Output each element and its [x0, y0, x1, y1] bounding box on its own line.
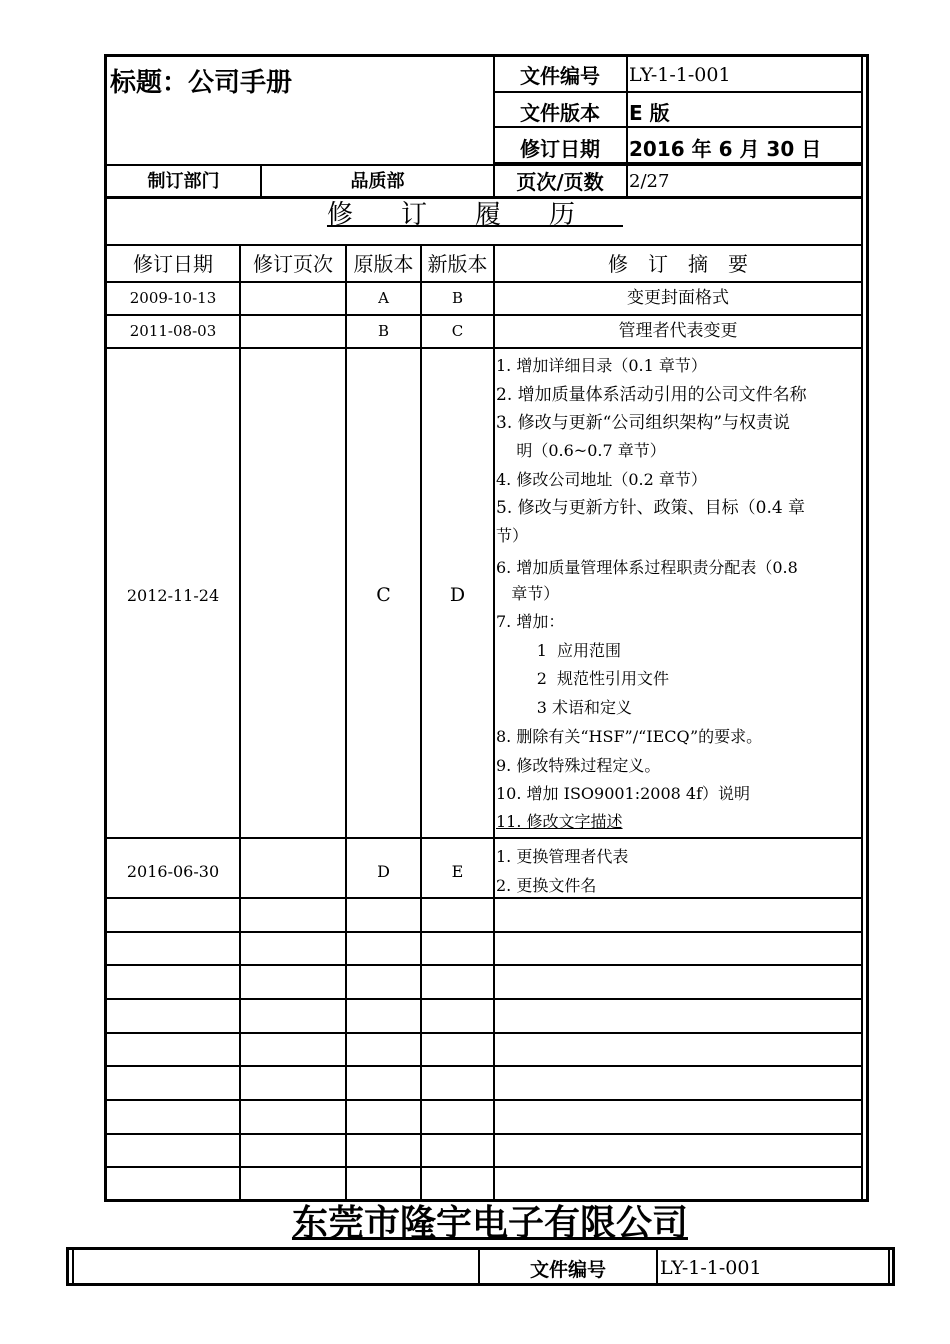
col-header-date: 修订日期 — [133, 252, 213, 276]
row-date: 2009-10-13 — [129, 289, 217, 307]
row-rule — [107, 347, 863, 349]
summary-line: 节） — [496, 526, 529, 545]
right-inner-border — [861, 57, 863, 1200]
footer-doc-no-label: 文件编号 — [529, 1259, 606, 1281]
col-header-summary: 修 订 摘 要 — [608, 252, 748, 276]
summary-line: 7. 增加： — [496, 612, 565, 631]
summary-line: 6. 增加质量管理体系过程职责分配表（0.8 — [496, 558, 798, 577]
row-new-version: C — [451, 322, 464, 340]
row-date: 2011-08-03 — [129, 322, 217, 340]
row-rule — [107, 1166, 863, 1168]
row-rule — [107, 281, 863, 283]
col-header-pages: 修订页次 — [253, 252, 333, 276]
summary-line: 4. 修改公司地址（0.2 章节） — [496, 470, 707, 489]
doc-no-label: 文件编号 — [520, 64, 600, 88]
row-rule — [107, 1065, 863, 1067]
summary-line: 2 规范性引用文件 — [496, 669, 670, 688]
row-rule — [107, 964, 863, 966]
col-divider — [493, 245, 495, 1200]
row-rule — [107, 1032, 863, 1034]
row-rule — [107, 1133, 863, 1135]
section-rule — [107, 244, 863, 246]
summary-line: 1. 更换管理者代表 — [496, 847, 629, 866]
row-new-version: D — [449, 584, 466, 606]
dept-value: 品质部 — [350, 171, 405, 192]
footer-divider — [888, 1250, 890, 1283]
header-rule — [107, 196, 863, 199]
summary-line: 明（0.6~0.7 章节） — [496, 441, 666, 460]
version-label: 文件版本 — [520, 101, 600, 125]
page-value: 2/27 — [629, 171, 670, 192]
doc-no-value: LY-1-1-001 — [629, 64, 731, 86]
col-divider — [345, 245, 347, 1200]
rev-date-value: 2016 年 6 月 30 日 — [629, 137, 822, 161]
summary-line: 9. 修改特殊过程定义。 — [496, 756, 661, 775]
row-new-version: B — [451, 289, 464, 307]
dept-label: 制订部门 — [147, 171, 220, 192]
row-rule — [107, 314, 863, 316]
summary-line: 10. 增加 ISO9001:2008 4f）说明 — [496, 784, 751, 803]
col-header-new: 新版本 — [427, 252, 488, 276]
row-date: 2016-06-30 — [126, 862, 220, 881]
row-rule — [107, 998, 863, 1000]
row-old-version: A — [378, 289, 389, 307]
footer-divider — [656, 1250, 658, 1283]
summary-line: 3 术语和定义 — [496, 698, 632, 717]
row-old-version: B — [377, 322, 390, 340]
summary-line: 3. 修改与更新“公司组织架构”与权责说 — [496, 413, 791, 433]
doc-title: 标题：公司手册 — [110, 68, 293, 98]
summary-line: 1 应用范围 — [496, 641, 622, 660]
row-rule — [107, 897, 863, 899]
page-label: 页次/页数 — [516, 170, 604, 194]
row-old-version: C — [376, 584, 391, 606]
company-name: 东莞市隆宇电子有限公司 — [291, 1203, 688, 1244]
row-date: 2012-11-24 — [126, 586, 220, 605]
footer-doc-no-value: LY-1-1-001 — [660, 1257, 762, 1279]
row-rule — [107, 837, 863, 839]
summary-line: 1. 增加详细目录（0.1 章节） — [496, 356, 707, 375]
row-rule — [107, 1099, 863, 1101]
header-rule — [493, 126, 863, 128]
col-divider — [239, 245, 241, 1200]
summary-line: 5. 修改与更新方针、政策、目标（0.4 章 — [496, 498, 806, 518]
summary-line: 2. 增加质量体系活动引用的公司文件名称 — [496, 385, 807, 405]
version-value: E 版 — [629, 101, 670, 125]
row-rule — [107, 931, 863, 933]
row-new-version: E — [451, 862, 464, 881]
row-old-version: D — [377, 862, 390, 881]
rev-date-label: 修订日期 — [520, 137, 600, 161]
summary-line: 11. 修改文字描述 — [496, 812, 623, 831]
col-header-old: 原版本 — [353, 252, 414, 276]
revision-history-title: 修订履历 — [326, 200, 623, 230]
row-summary: 管理者代表变更 — [618, 321, 738, 341]
summary-line: 8. 删除有关“HSF”/“IECQ”的要求。 — [496, 727, 763, 746]
footer-divider — [72, 1250, 74, 1283]
summary-line: 2. 更换文件名 — [496, 876, 597, 895]
summary-line: 章节） — [496, 584, 560, 603]
col-divider — [420, 245, 422, 1200]
row-summary: 变更封面格式 — [627, 288, 729, 308]
header-rule — [493, 91, 863, 93]
header-rule — [107, 164, 863, 166]
